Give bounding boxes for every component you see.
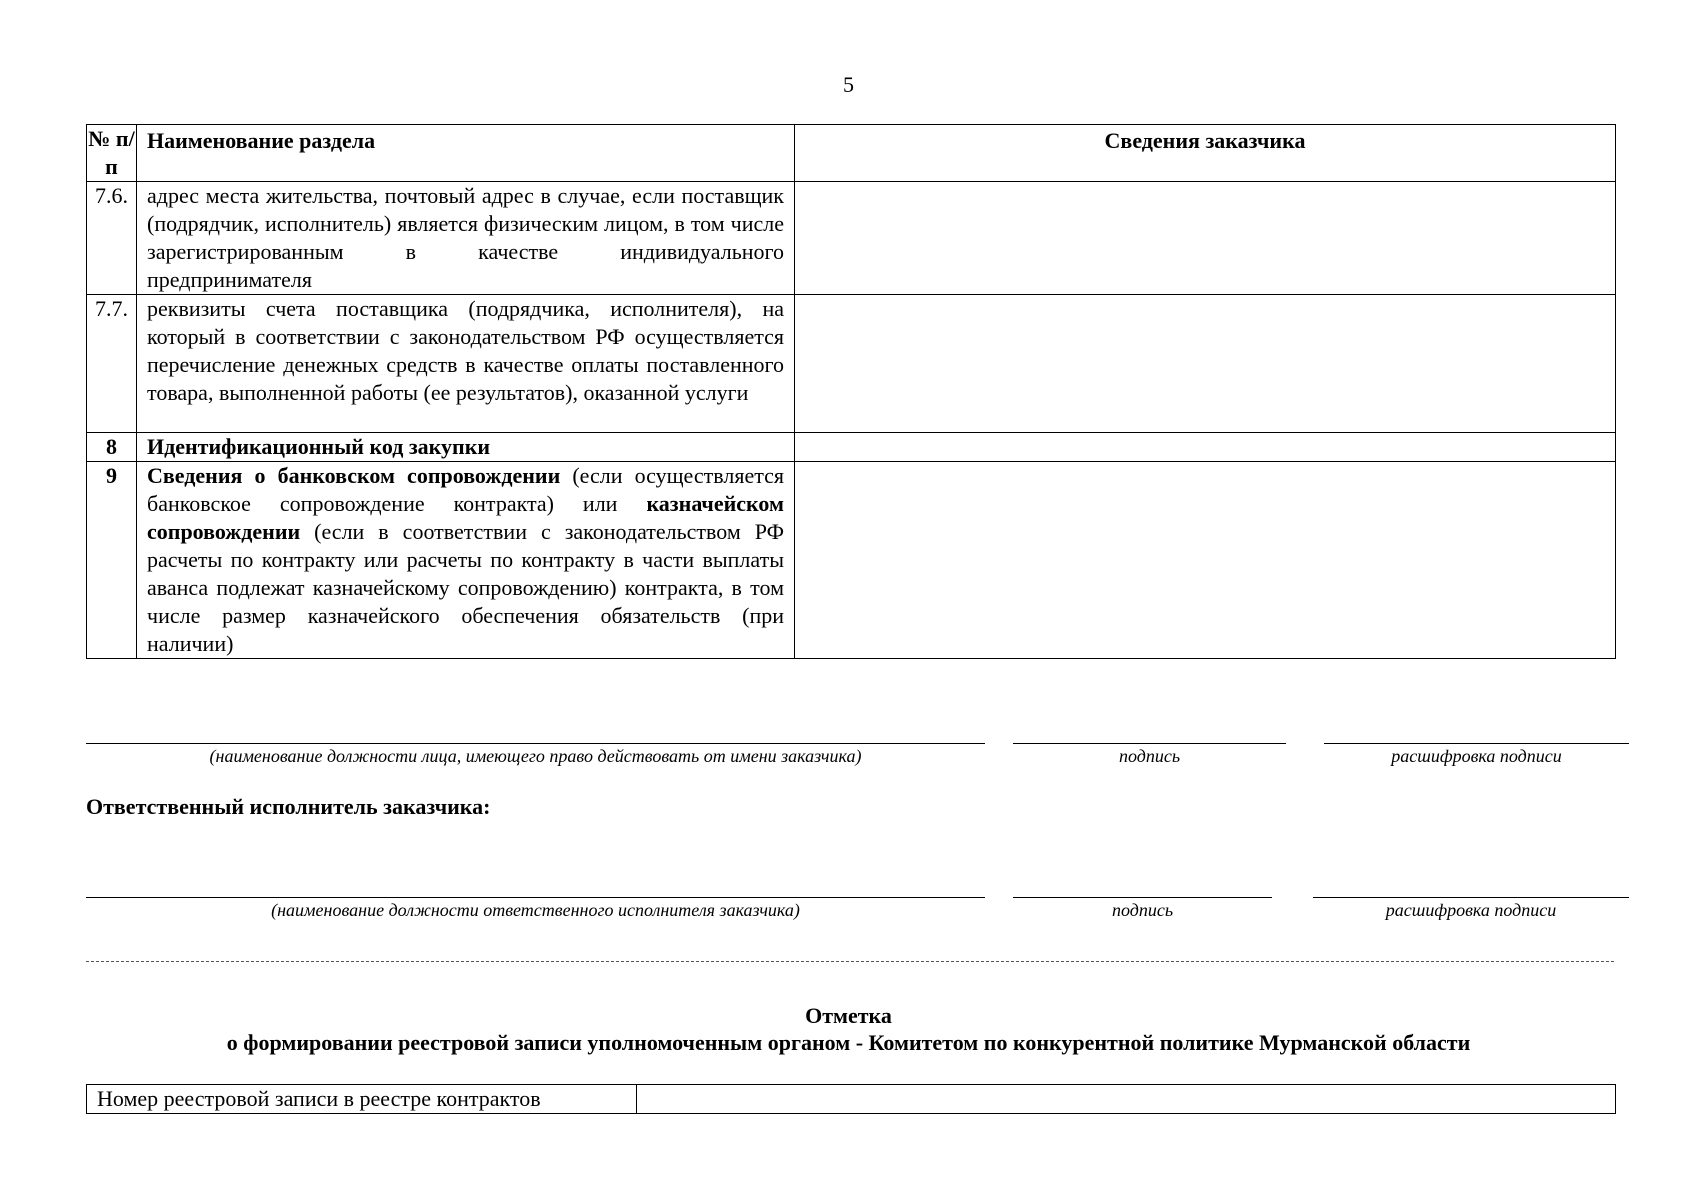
row-customer-value[interactable] (795, 182, 1616, 295)
decoding-caption: расшифровка подписи (1391, 746, 1562, 766)
row-section-text: адрес места жительства, почтовый адрес в случае, если поставщик (подрядчик, исполнитель) является физическим лицом, в том числе зарегистрированным в качестве индивидуального предпринимателя (137, 182, 795, 295)
table-row (87, 433, 1616, 462)
table-row (87, 462, 1616, 659)
responsible-decoding-caption: расшифровка подписи (1385, 900, 1557, 920)
page-number: 5 (843, 72, 854, 97)
signature-caption: подпись (1118, 746, 1181, 766)
cut-line-divider (86, 961, 1614, 962)
header-section: Наименование раздела (137, 125, 795, 182)
row-customer-value[interactable] (795, 433, 1616, 462)
row-num: 7.6. (87, 182, 137, 295)
responsible-position-caption: (наименование должности ответственного исполнителя заказчика) (271, 900, 800, 920)
treasury-support-text: (если в соответствии с законодательством РФ расчеты по контракту или расчеты по контракту в части выплаты аванса подлежат казначейскому сопровождению) контракта, в том числе размер казначейского обеспечения обязательств (при наличии) (147, 519, 784, 656)
responsible-signature-caption: подпись (1111, 900, 1174, 920)
row-section-text: Идентификационный код закупки (137, 433, 795, 462)
registry-label: Номер реестровой записи в реестре контрактов (87, 1085, 637, 1114)
row-section-text: реквизиты счета поставщика (подрядчика, исполнителя), на который в соответствии с законодательством РФ осуществляется перечисление денежных средств в качестве оплаты поставленного товара, выполненной работы (ее результатов), оказанной услуги (137, 295, 795, 433)
responsible-decoding-line[interactable] (1313, 897, 1629, 898)
registry-value[interactable] (637, 1085, 1616, 1114)
row-customer-value[interactable] (795, 462, 1616, 659)
row-section-text (137, 462, 795, 659)
customer-info-table (86, 124, 1616, 659)
signature-line[interactable] (1013, 743, 1286, 744)
row-customer-value[interactable] (795, 295, 1616, 433)
table-row (87, 295, 1616, 433)
responsible-position-line[interactable] (86, 897, 985, 898)
treasury-support-bold: казначейском сопровождении (147, 491, 784, 544)
header-customer: Сведения заказчика (795, 125, 1616, 182)
bank-support-text: (если осуществляется банковское сопровождение контракта) или (147, 463, 784, 516)
table-header-row (87, 125, 1616, 182)
row-num: 7.7. (87, 295, 137, 433)
responsible-executor-title: Ответственный исполнитель заказчика: (86, 794, 491, 819)
mark-title: Отметка (805, 1003, 892, 1028)
registry-row (87, 1085, 1616, 1114)
table-row (87, 182, 1616, 295)
row-num: 9 (87, 462, 137, 659)
header-num: № п/п (87, 125, 137, 182)
position-caption: (наименование должности лица, имеющего право действовать от имени заказчика) (209, 746, 862, 766)
responsible-signature-line[interactable] (1013, 897, 1272, 898)
row-num: 8 (87, 433, 137, 462)
bank-support-bold: Сведения о банковском сопровождении (147, 463, 561, 488)
registry-table (86, 1084, 1616, 1114)
mark-subtitle: о формировании реестровой записи уполномоченным органом - Комитетом по конкурентной политике Мурманской области (226, 1030, 1471, 1055)
decoding-line[interactable] (1324, 743, 1629, 744)
position-line[interactable] (86, 743, 985, 744)
